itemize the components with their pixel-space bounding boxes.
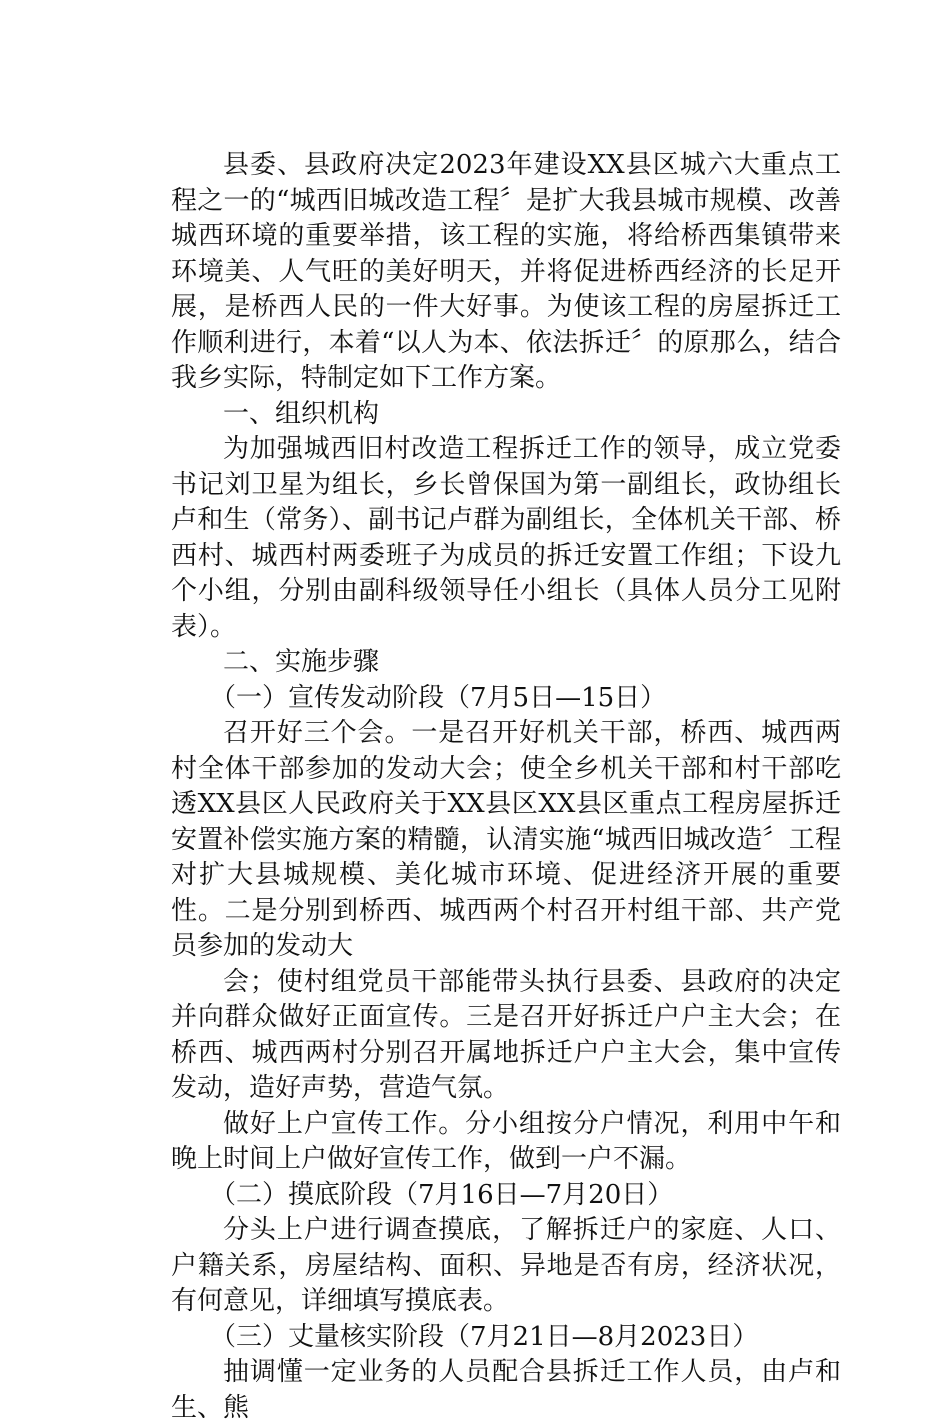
organization-paragraph: 为加强城西旧村改造工程拆迁工作的领导，成立党委书记刘卫星为组长，乡长曾保国为第一副组长，政协组长卢和生（常务）、副书记卢群为副组长，全体机关干部、桥西村、城西村两委班子为成员的拆迁安置工作组；下设九个小组，分别由副科级领导任小组长（具体人员分工见附表）。 (171, 434, 841, 642)
intro-paragraph: 县委、县政府决定2023年建设XX县区城六大重点工程之一的“城西旧城改造工程〞是扩大我县城市规模、改善城西环境的重要举措，该工程的实施，将给桥西集镇带来环境美、人气旺的美好明天，并将促进桥西经济的长足开展，是桥西人民的一件大好事。为使该工程的房屋拆迁工作顺利进行，本着“以人为本、依法拆迁〞的原那么，结合我乡实际，特制定如下工作方案。 (171, 150, 841, 393)
section-heading-steps: 二、实施步骤 (223, 647, 380, 677)
meetings-continued-paragraph: 会；使村组党员干部能带头执行县委、县政府的决定并向群众做好正面宣传。三是召开好拆迁户户主大会；在桥西、城西两村分别召开属地拆迁户户主大会，集中宣传发动，造好声势，营造气氛。 (171, 966, 841, 1103)
survey-paragraph: 分头上户进行调查摸底，了解拆迁户的家庭、人口、户籍关系，房屋结构、面积、异地是否有房，经济状况，有何意见，详细填写摸底表。 (171, 1215, 841, 1316)
measurement-paragraph: 抽调懂一定业务的人员配合县拆迁工作人员，由卢和生、熊 (171, 1357, 841, 1423)
subheading-publicity-stage: （一）宣传发动阶段（7月5日—15日） (210, 682, 667, 713)
section-heading-organization: 一、组织机构 (223, 398, 380, 429)
meetings-paragraph: 召开好三个会。一是召开好机关干部，桥西、城西两村全体干部参加的发动大会；使全乡机关干部和村干部吃透XX县区人民政府关于XX县区XX县区重点工程房屋拆迁安置补偿实施方案的精髓，认清实施“城西旧城改造〞工程对扩大县城规模、美化城市环境、促进经济开展的重要性。二是分别到桥西、城西两个村召开村组干部、共产党员参加的发动大 (171, 718, 841, 961)
document-body (171, 148, 841, 1426)
household-publicity-paragraph: 做好上户宣传工作。分小组按分户情况，利用中午和晚上时间上户做好宣传工作，做到一户不漏。 (171, 1108, 841, 1174)
subheading-survey-stage: （二）摸底阶段（7月16日—7月20日） (210, 1179, 674, 1210)
subheading-measurement-stage: （三）丈量核实阶段（7月21日—8月2023日） (210, 1321, 759, 1352)
